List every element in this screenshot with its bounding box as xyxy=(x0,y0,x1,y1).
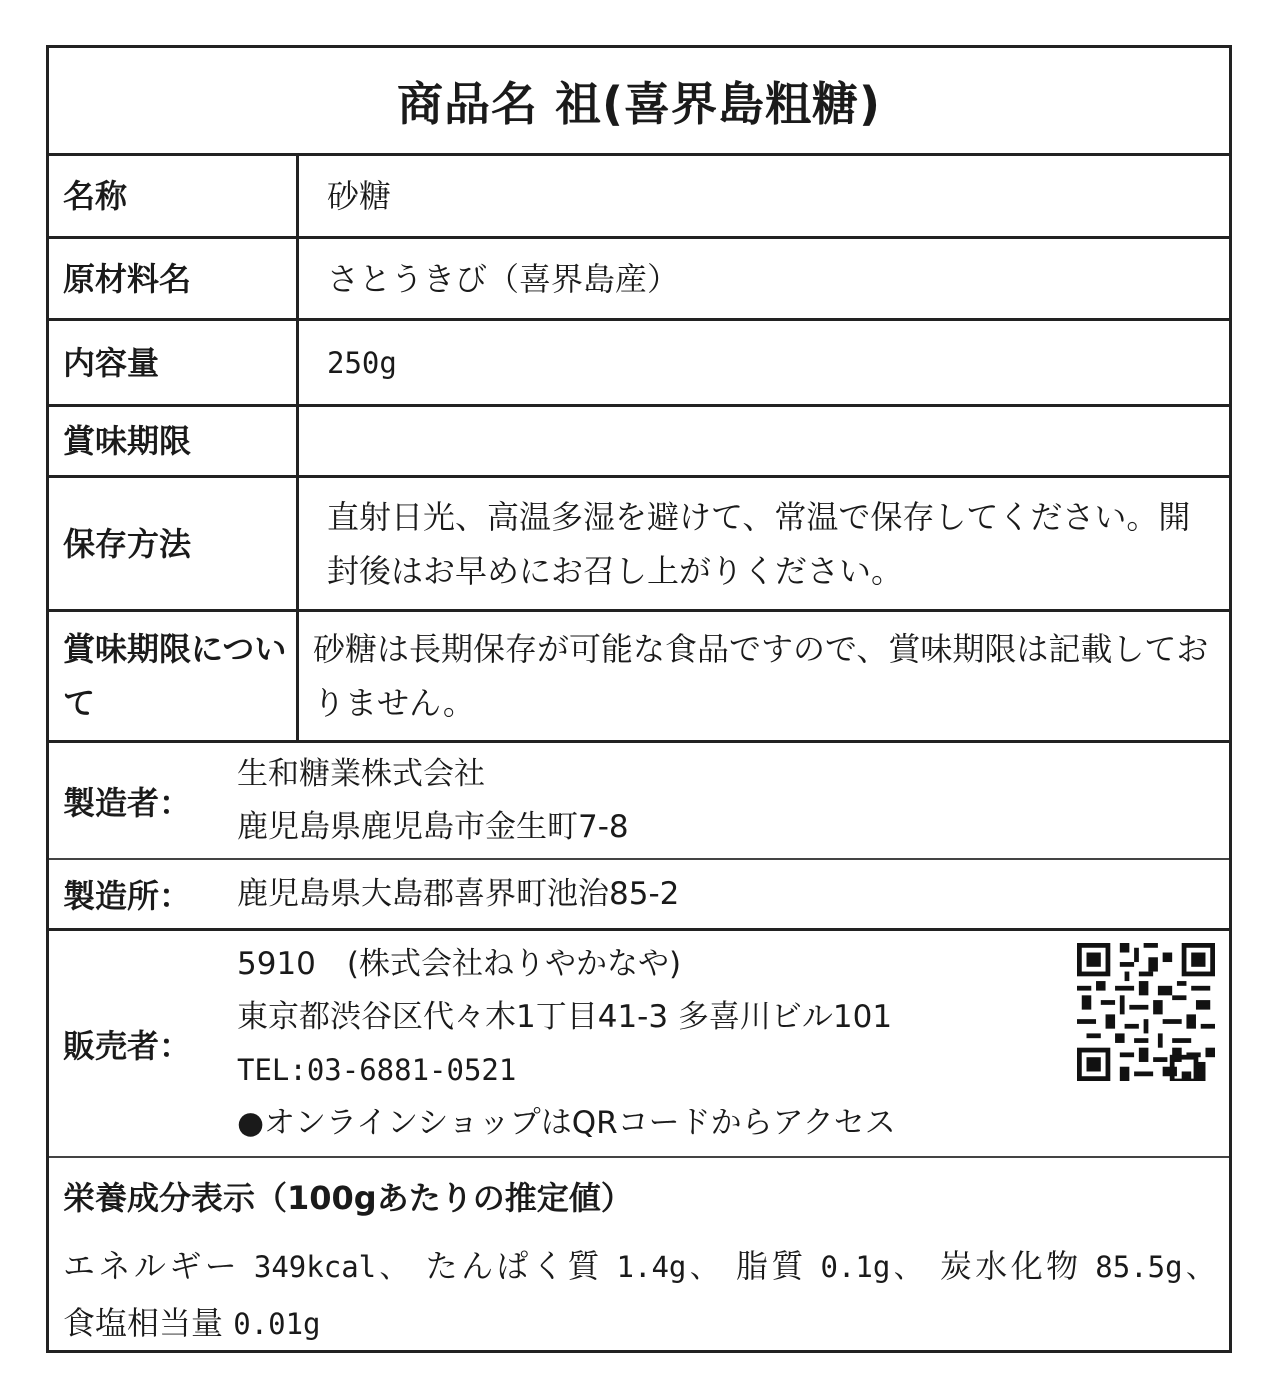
row-content-key: 内容量 xyxy=(49,321,299,404)
product-title: 商品名 祖(喜界島粗糖) xyxy=(396,76,882,131)
nutrition-item-value: 0.1g、 xyxy=(820,1250,927,1284)
seller-section xyxy=(49,928,1229,1156)
qr-code-icon[interactable] xyxy=(1077,943,1215,1081)
row-storage-value: 直射日光、高温多湿を避けて、常温で保存してください。開封後はお早めにお召し上がりください。 xyxy=(327,497,1191,590)
row-best-before-key: 賞味期限 xyxy=(49,407,299,475)
manufacturer-value xyxy=(237,743,1229,858)
nutrition-title: 栄養成分表示（100gあたりの推定値） xyxy=(63,1179,633,1217)
manufacturer-address: 鹿児島県鹿児島市金生町7-8 xyxy=(237,808,629,845)
row-ingredients-value: さとうきび（喜界島産） xyxy=(327,259,680,298)
row-storage-key: 保存方法 xyxy=(49,478,299,609)
seller-line1: 5910 (株式会社ねりやかなや) xyxy=(237,945,682,982)
nutrition-list xyxy=(63,1238,1215,1352)
row-name-key: 名称 xyxy=(49,156,299,236)
nutrition-item-value: 349kcal、 xyxy=(253,1250,413,1284)
nutrition-item-label: 食塩相当量 xyxy=(63,1304,224,1342)
nutrition-item-label: 脂質 xyxy=(735,1247,807,1285)
row-best-before-note-value: 砂糖は長期保存が可能な食品ですので、賞味期限は記載しておりません。 xyxy=(313,630,1209,722)
nutrition-item-label: たんぱく質 xyxy=(425,1247,603,1285)
manufacturer-section xyxy=(49,740,1229,858)
nutrition-item-value: 0.01g xyxy=(233,1307,321,1341)
factory-address: 鹿児島県大島郡喜界町池治85-2 xyxy=(237,875,680,912)
nutrition-item-value: 85.5g、 xyxy=(1095,1250,1215,1284)
seller-tel: TEL:03-6881-0521 xyxy=(237,1052,517,1087)
manufacturer-key: 製造者： xyxy=(63,783,192,822)
row-name xyxy=(49,153,1229,236)
nutrition-section xyxy=(49,1156,1229,1350)
row-best-before-value xyxy=(299,407,1229,475)
seller-address: 東京都渋谷区代々木1丁目41-3 多喜川ビル101 xyxy=(237,998,893,1035)
row-content-value: 250g xyxy=(327,345,397,380)
row-name-value: 砂糖 xyxy=(327,177,392,215)
seller-note: ●オンラインショップはQRコードからアクセス xyxy=(237,1104,896,1141)
nutrition-item-label: エネルギー xyxy=(63,1247,241,1285)
row-ingredients-key: 原材料名 xyxy=(49,239,299,318)
factory-key: 製造所： xyxy=(63,877,192,915)
factory-value xyxy=(237,860,1229,928)
row-best-before xyxy=(49,404,1229,475)
factory-section xyxy=(49,858,1229,928)
row-ingredients xyxy=(49,236,1229,318)
seller-key: 販売者： xyxy=(63,1026,192,1065)
nutrition-item-label: 炭水化物 xyxy=(939,1247,1082,1285)
row-best-before-note-key: 賞味期限について xyxy=(49,612,299,740)
row-best-before-note xyxy=(49,609,1229,740)
manufacturer-name: 生和糖業株式会社 xyxy=(237,755,485,792)
nutrition-item-value: 1.4g、 xyxy=(616,1250,723,1284)
row-storage xyxy=(49,475,1229,609)
row-content xyxy=(49,318,1229,404)
product-label xyxy=(46,45,1232,1353)
